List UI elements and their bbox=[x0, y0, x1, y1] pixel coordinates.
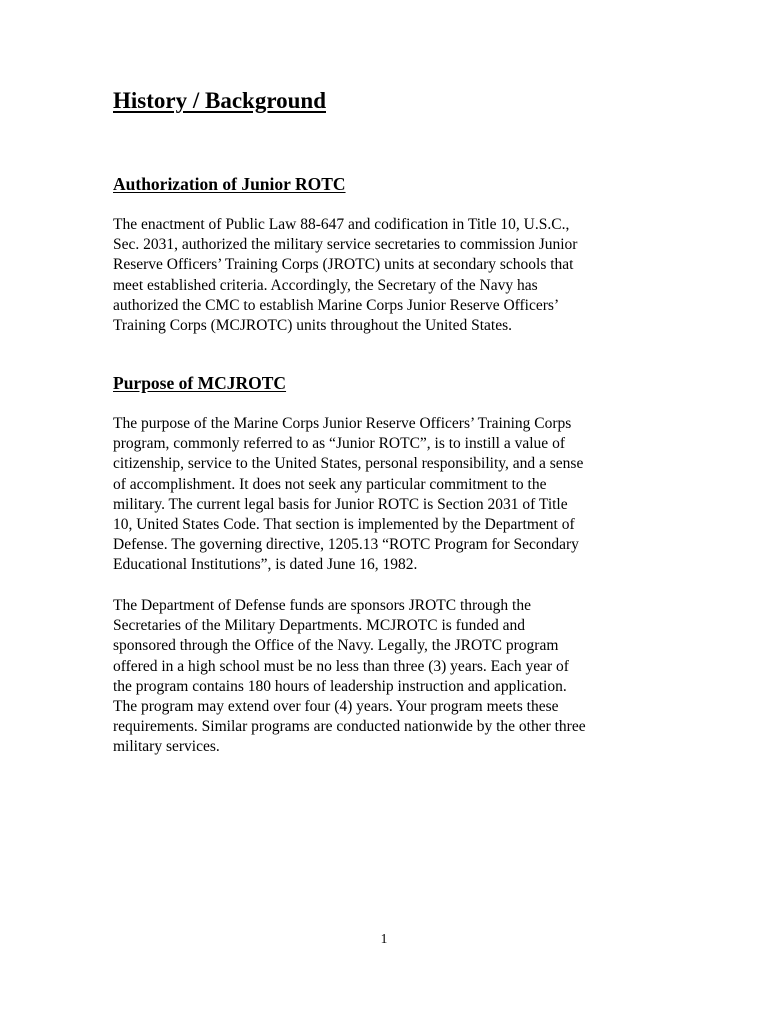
page-number: 1 bbox=[380, 931, 388, 946]
text-line: Defense. The governing directive, 1205.13 “ROTC Program for Secondary bbox=[113, 536, 579, 554]
text-line: The purpose of the Marine Corps Junior Reserve Officers’ Training Corps bbox=[113, 415, 572, 432]
text-line: The program may extend over four (4) years. Your program meets these bbox=[113, 698, 559, 716]
text-line: authorized the CMC to establish Marine Corps Junior Reserve Officers’ bbox=[113, 296, 560, 314]
text-line: the program contains 180 hours of leadership instruction and application. bbox=[113, 677, 567, 695]
text-line: The Department of Defense funds are sponsors JROTC through the bbox=[113, 597, 531, 614]
text-line: Reserve Officers’ Training Corps (JROTC) units at secondary schools that bbox=[113, 256, 574, 274]
text-line: military. The current legal basis for Junior ROTC is Section 2031 of Title bbox=[113, 495, 568, 513]
text-line: 10, United States Code. That section is implemented by the Department of bbox=[113, 516, 575, 534]
text-line: of accomplishment. It does not seek any particular commitment to the bbox=[113, 475, 547, 493]
paragraph-purpose bbox=[113, 414, 583, 576]
paragraph-authorization bbox=[113, 215, 577, 336]
text-line: Training Corps (MCJROTC) units throughout the United States. bbox=[113, 317, 512, 335]
text-line: offered in a high school must be no less than three (3) years. Each year of bbox=[113, 657, 569, 675]
paragraph-funding bbox=[113, 596, 586, 758]
text-line: Educational Institutions”, is dated June 16, 1982. bbox=[113, 556, 418, 574]
text-line: military services. bbox=[113, 738, 220, 756]
section-heading-purpose: Purpose of MCJROTC bbox=[113, 373, 287, 393]
text-line: Secretaries of the Military Departments. MCJROTC is funded and bbox=[113, 617, 525, 635]
text-line: program, commonly referred to as “Junior ROTC”, is to instill a value of bbox=[113, 435, 565, 453]
text-line: meet established criteria. Accordingly, the Secretary of the Navy has bbox=[113, 276, 538, 294]
text-line: requirements. Similar programs are conducted nationwide by the other three bbox=[113, 718, 586, 736]
text-line: Sec. 2031, authorized the military service secretaries to commission Junior bbox=[113, 236, 578, 254]
text-line: citizenship, service to the United States, personal responsibility, and a sense bbox=[113, 455, 584, 473]
page-title: History / Background bbox=[113, 88, 326, 113]
section-heading-authorization: Authorization of Junior ROTC bbox=[113, 174, 346, 194]
text-line: sponsored through the Office of the Navy. Legally, the JROTC program bbox=[113, 637, 559, 655]
text-line: The enactment of Public Law 88-647 and codification in Title 10, U.S.C., bbox=[113, 216, 570, 233]
